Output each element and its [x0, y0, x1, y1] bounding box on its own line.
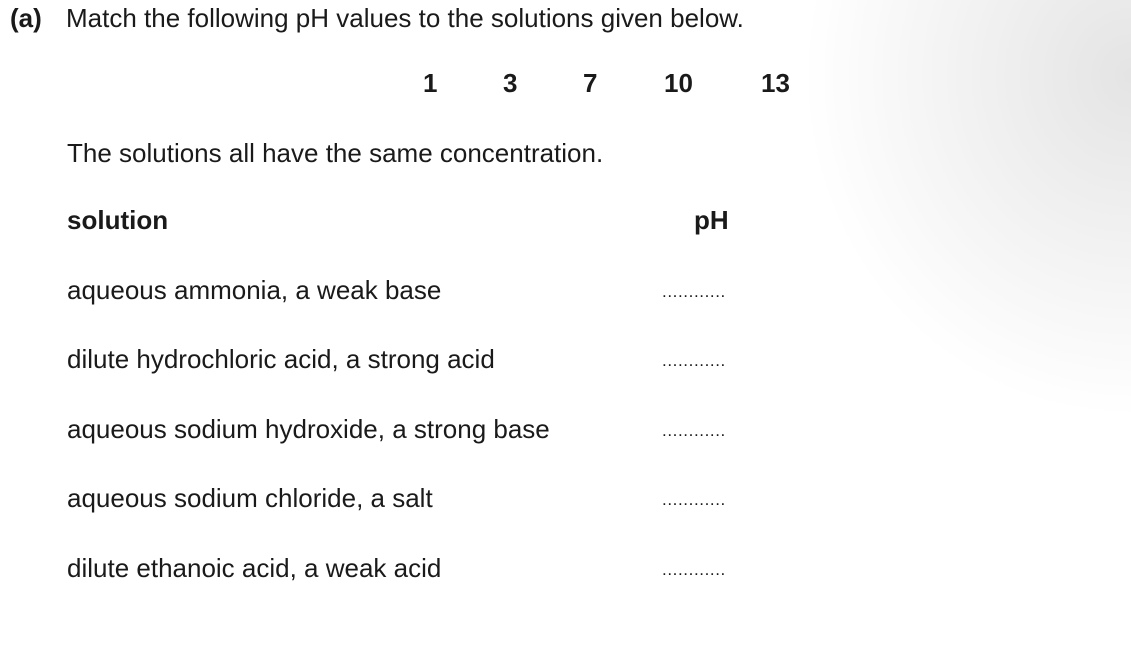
ph-value: 1: [423, 68, 438, 98]
ph-answer-blank[interactable]: ............: [662, 560, 726, 579]
table-row: [0, 275, 1131, 311]
table-row: [0, 414, 1131, 450]
table-row: [0, 483, 1131, 519]
ph-value: 10: [664, 68, 693, 98]
solution-name: aqueous sodium chloride, a salt: [67, 483, 433, 513]
solution-name: aqueous sodium hydroxide, a strong base: [67, 414, 550, 444]
ph-answer-blank[interactable]: ............: [662, 421, 726, 440]
ph-value: 7: [583, 68, 598, 98]
ph-values-list: [0, 68, 1131, 100]
ph-value: 13: [761, 68, 790, 98]
concentration-note: The solutions all have the same concentration.: [67, 138, 604, 168]
table-row: [0, 553, 1131, 589]
solution-name: dilute ethanoic acid, a weak acid: [67, 553, 442, 583]
question-heading: [10, 3, 744, 34]
table-row: [0, 344, 1131, 380]
ph-column-header: pH: [694, 205, 729, 235]
solution-name: dilute hydrochloric acid, a strong acid: [67, 344, 495, 374]
question-text: Match the following pH values to the solutions given below.: [66, 3, 744, 33]
solution-column-header: solution: [67, 205, 169, 235]
ph-answer-blank[interactable]: ............: [662, 282, 726, 301]
ph-value: 3: [503, 68, 518, 98]
solution-name: aqueous ammonia, a weak base: [67, 275, 442, 305]
question-label: (a): [10, 3, 42, 33]
ph-answer-blank[interactable]: ............: [662, 490, 726, 509]
ph-answer-blank[interactable]: ............: [662, 351, 726, 370]
